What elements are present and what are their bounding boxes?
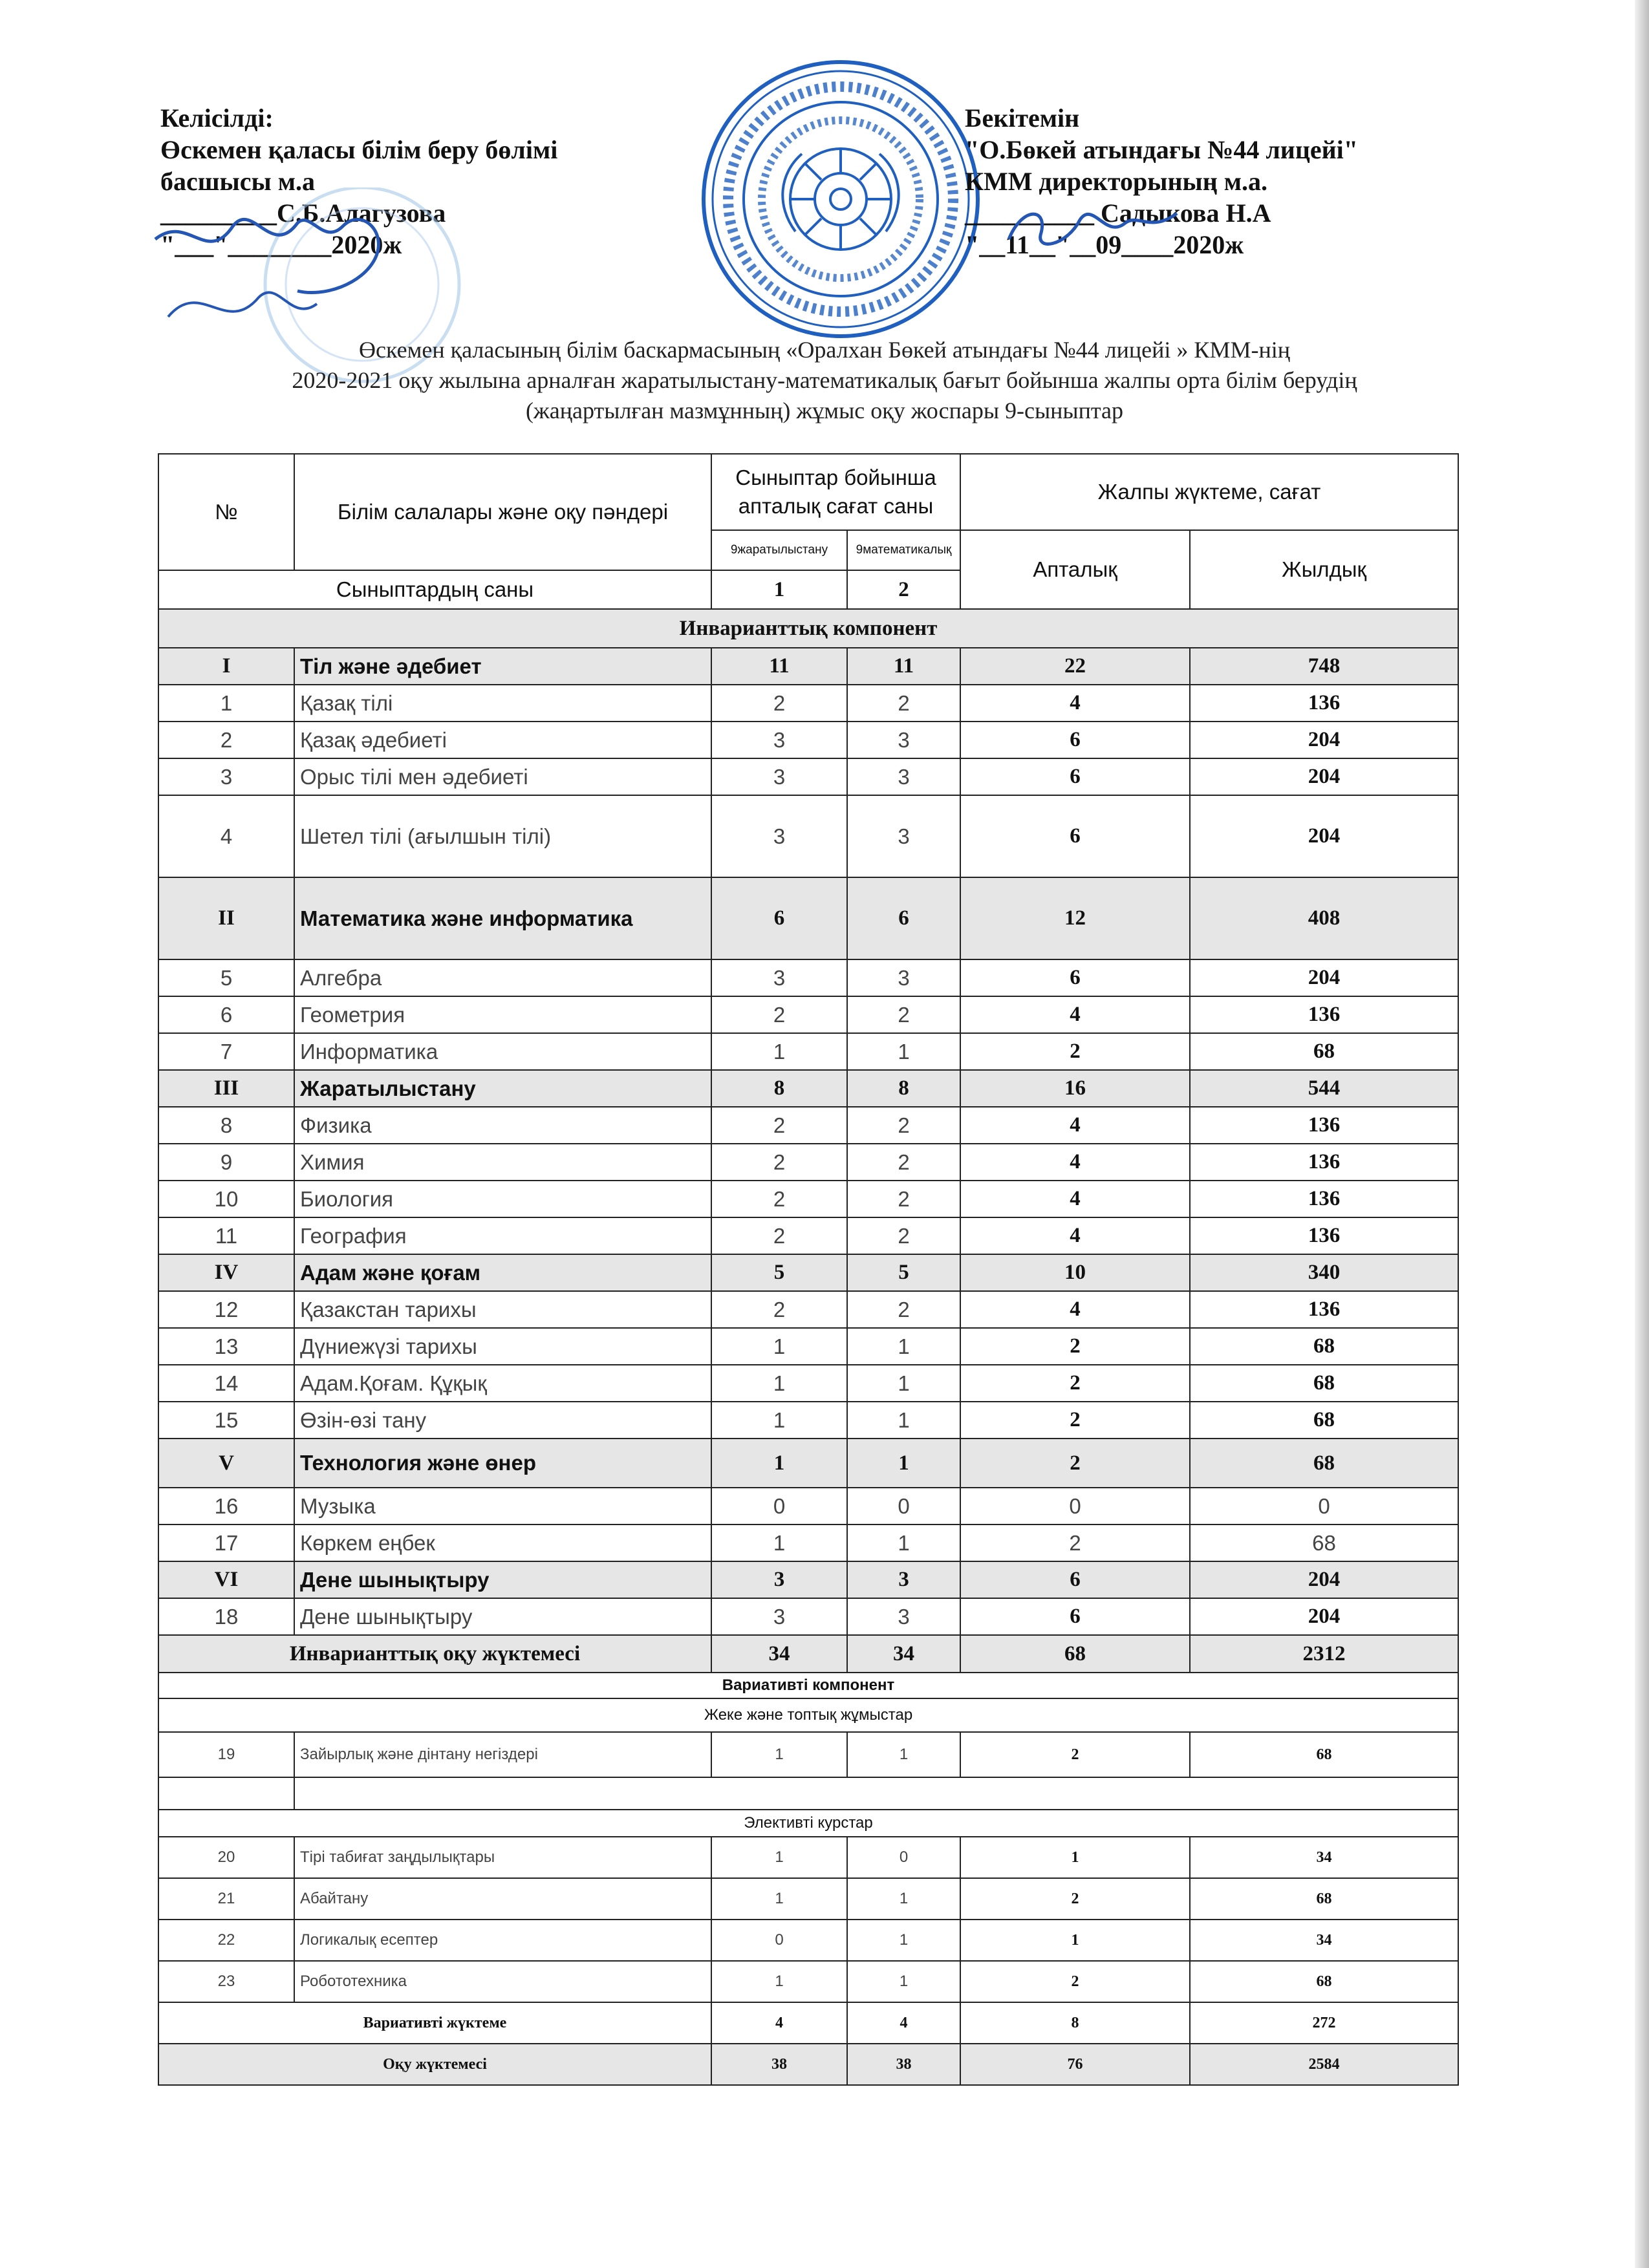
- group-row: [158, 1439, 1458, 1488]
- hours-yearly: 68: [1190, 1402, 1458, 1439]
- row-number: 1: [158, 685, 294, 722]
- invariant-total-w: 68: [960, 1635, 1190, 1673]
- hours-weekly: 22: [960, 648, 1190, 685]
- subject-name: Математика және информатика: [294, 877, 711, 959]
- class-count-1: 1: [711, 570, 847, 609]
- hours-class1: 1: [711, 1402, 847, 1439]
- right-signature: [996, 194, 1203, 265]
- hours-class2: 1: [847, 1033, 960, 1070]
- row-number: 2: [158, 722, 294, 758]
- hours-weekly: 2: [960, 1402, 1190, 1439]
- seal-ring-3: [744, 102, 938, 296]
- row-number: 23: [158, 1961, 294, 2002]
- row-number: 16: [158, 1488, 294, 1524]
- subject-name: Геометрия: [294, 996, 711, 1033]
- hours-class2: 2: [847, 1181, 960, 1217]
- col-subjects-header: Білім салалары және оқу пәндері: [294, 454, 711, 570]
- subject-row: [158, 1402, 1458, 1439]
- hours-class1: 2: [711, 996, 847, 1033]
- group-row: [158, 1070, 1458, 1107]
- hours-class1: 3: [711, 795, 847, 877]
- hours-class1: 3: [711, 1598, 847, 1635]
- subject-name: Қазақ тілі: [294, 685, 711, 722]
- row-number: 15: [158, 1402, 294, 1439]
- row-number: 12: [158, 1291, 294, 1328]
- subject-row: [158, 1144, 1458, 1181]
- hours-class1: 1: [711, 1033, 847, 1070]
- hours-weekly: 2: [960, 1328, 1190, 1365]
- hours-class2: 1: [847, 1878, 960, 1920]
- hours-weekly: 4: [960, 685, 1190, 722]
- yearly-header: Жылдық: [1190, 530, 1458, 609]
- hours-class2: 1: [847, 1328, 960, 1365]
- subject-name: Дене шынықтыру: [294, 1561, 711, 1598]
- hours-class2: 1: [847, 1732, 960, 1777]
- hours-yearly: 408: [1190, 877, 1458, 959]
- hours-class1: 3: [711, 758, 847, 795]
- variative-total-y: 272: [1190, 2002, 1458, 2044]
- subject-row: [158, 758, 1458, 795]
- hours-class2: 0: [847, 1837, 960, 1878]
- row-number: 18: [158, 1598, 294, 1635]
- document-title: [129, 335, 1520, 426]
- hours-weekly: 6: [960, 795, 1190, 877]
- subject-row: [158, 1488, 1458, 1524]
- hours-class2: 0: [847, 1488, 960, 1524]
- subject-row: [158, 1181, 1458, 1217]
- agreed-label: Келісілді:: [160, 103, 274, 133]
- subject-name: Абайтану: [294, 1878, 711, 1920]
- signature-stroke: [1009, 213, 1177, 244]
- hours-class2: 3: [847, 795, 960, 877]
- subject-row: [158, 1328, 1458, 1365]
- hours-class1: 1: [711, 1961, 847, 2002]
- empty-cell: [294, 1777, 1458, 1810]
- variative-subject-row: [158, 1732, 1458, 1777]
- col-weekly-by-class-header: Сыныптар бойынша апталық сағат саны: [711, 454, 960, 530]
- hours-class2: 2: [847, 1107, 960, 1144]
- hours-yearly: 136: [1190, 1144, 1458, 1181]
- hours-class2: 11: [847, 648, 960, 685]
- invariant-total-c2: 34: [847, 1635, 960, 1673]
- hours-yearly: 68: [1190, 1961, 1458, 2002]
- emblem-icon: [782, 149, 898, 250]
- approved-org-line2: КММ директорының м.а.: [965, 167, 1268, 196]
- subject-name: Химия: [294, 1144, 711, 1181]
- hours-weekly: 12: [960, 877, 1190, 959]
- hours-class1: 2: [711, 685, 847, 722]
- subject-name: Биология: [294, 1181, 711, 1217]
- col-total-load-header: Жалпы жүктеме, сағат: [960, 454, 1458, 530]
- hours-weekly: 4: [960, 1217, 1190, 1254]
- subject-name: Дене шынықтыру: [294, 1598, 711, 1635]
- subject-name: Адам және қоғам: [294, 1254, 711, 1291]
- hours-class2: 1: [847, 1439, 960, 1488]
- invariant-total-c1: 34: [711, 1635, 847, 1673]
- hours-weekly: 4: [960, 1291, 1190, 1328]
- subject-name: Шетел тілі (ағылшын тілі): [294, 795, 711, 877]
- hours-yearly: 34: [1190, 1837, 1458, 1878]
- seal-ring-2: [713, 71, 969, 327]
- approved-signer: __________ Садыкова Н.А: [965, 198, 1271, 228]
- hours-weekly: 4: [960, 1144, 1190, 1181]
- row-number: III: [158, 1070, 294, 1107]
- elective-title-row: [158, 1810, 1458, 1837]
- class-count-2: 2: [847, 570, 960, 609]
- hours-class1: 2: [711, 1291, 847, 1328]
- agreed-org-line1: Өскемен қаласы білім беру бөлімі: [160, 135, 558, 164]
- hours-weekly: 6: [960, 758, 1190, 795]
- hours-weekly: 6: [960, 959, 1190, 996]
- hours-class1: 2: [711, 1144, 847, 1181]
- grand-total-c1: 38: [711, 2044, 847, 2085]
- subject-row: [158, 1033, 1458, 1070]
- hours-class2: 3: [847, 1598, 960, 1635]
- hours-class1: 8: [711, 1070, 847, 1107]
- variative-total-c1: 4: [711, 2002, 847, 2044]
- hours-class1: 2: [711, 1181, 847, 1217]
- row-number: 14: [158, 1365, 294, 1402]
- hours-weekly: 6: [960, 1598, 1190, 1635]
- hours-weekly: 0: [960, 1488, 1190, 1524]
- hours-weekly: 2: [960, 1365, 1190, 1402]
- elective-subject-row: [158, 1837, 1458, 1878]
- hours-yearly: 136: [1190, 1181, 1458, 1217]
- hours-class1: 1: [711, 1837, 847, 1878]
- subject-row: [158, 1107, 1458, 1144]
- hours-class2: 5: [847, 1254, 960, 1291]
- subject-name: Дүниежүзі тарихы: [294, 1328, 711, 1365]
- hours-yearly: 204: [1190, 722, 1458, 758]
- class2-header: 9математикалық: [847, 530, 960, 570]
- hours-class2: 3: [847, 1561, 960, 1598]
- hours-yearly: 136: [1190, 1291, 1458, 1328]
- subject-name: Тірі табиғат заңдылықтары: [294, 1837, 711, 1878]
- hours-yearly: 340: [1190, 1254, 1458, 1291]
- hours-class1: 2: [711, 1217, 847, 1254]
- hours-yearly: 204: [1190, 1598, 1458, 1635]
- header-row: [158, 454, 1458, 530]
- subject-row: [158, 1217, 1458, 1254]
- hours-weekly: 2: [960, 1033, 1190, 1070]
- invariant-total-y: 2312: [1190, 1635, 1458, 1673]
- hours-class2: 1: [847, 1402, 960, 1439]
- title-line1: Өскемен қаласының білім баскармасының «Оралхан Бөкей атындағы №44 лицейі » КММ-нің: [359, 337, 1290, 363]
- row-number: 6: [158, 996, 294, 1033]
- hours-class1: 1: [711, 1878, 847, 1920]
- hours-yearly: 136: [1190, 1217, 1458, 1254]
- row-number: 5: [158, 959, 294, 996]
- group-row: [158, 648, 1458, 685]
- class-count-label: Сыныптардың саны: [158, 570, 711, 609]
- row-number: 21: [158, 1878, 294, 1920]
- hours-class2: 3: [847, 758, 960, 795]
- row-number: 3: [158, 758, 294, 795]
- signature-stroke: [155, 219, 378, 292]
- hours-class2: 2: [847, 685, 960, 722]
- hours-yearly: 68: [1190, 1033, 1458, 1070]
- hours-yearly: 68: [1190, 1365, 1458, 1402]
- hours-yearly: 68: [1190, 1439, 1458, 1488]
- hours-class1: 1: [711, 1439, 847, 1488]
- hours-yearly: 204: [1190, 1561, 1458, 1598]
- hours-yearly: 68: [1190, 1524, 1458, 1561]
- subject-name: Информатика: [294, 1033, 711, 1070]
- subject-name: Алгебра: [294, 959, 711, 996]
- signature-stroke-2: [168, 292, 317, 317]
- subject-row: [158, 959, 1458, 996]
- hours-yearly: 204: [1190, 795, 1458, 877]
- title-line3: (жаңартылған мазмұнның) жұмыс оқу жоспары 9-сыныптар: [525, 398, 1124, 423]
- hours-class1: 2: [711, 1107, 847, 1144]
- hours-class2: 1: [847, 1920, 960, 1961]
- hours-yearly: 204: [1190, 959, 1458, 996]
- subject-name: Логикалық есептер: [294, 1920, 711, 1961]
- subject-row: [158, 795, 1458, 877]
- row-number: I: [158, 648, 294, 685]
- spacer-row: [158, 1777, 1458, 1810]
- row-number: VI: [158, 1561, 294, 1598]
- hours-yearly: 68: [1190, 1732, 1458, 1777]
- invariant-total-row: [158, 1635, 1458, 1673]
- subject-name: География: [294, 1217, 711, 1254]
- agreed-date: "___"________2020ж: [160, 230, 402, 259]
- hours-yearly: 136: [1190, 1107, 1458, 1144]
- hours-class2: 2: [847, 1144, 960, 1181]
- row-number: 4: [158, 795, 294, 877]
- hours-weekly: 2: [960, 1961, 1190, 2002]
- approved-date: "__11__"__09____2020ж: [965, 230, 1244, 259]
- hours-yearly: 68: [1190, 1878, 1458, 1920]
- hours-class1: 1: [711, 1732, 847, 1777]
- approved-org-line1: "О.Бөкей атындағы №44 лицейі": [965, 135, 1358, 164]
- empty-cell: [158, 1777, 294, 1810]
- approved-label: Бекітемін: [965, 103, 1080, 133]
- hours-weekly: 1: [960, 1920, 1190, 1961]
- title-line2: 2020-2021 оқу жылына арналған жаратылыстану-математикалық бағыт бойынша жалпы орта білім берудің: [292, 367, 1357, 393]
- subject-row: [158, 1598, 1458, 1635]
- invariant-total-label: Инварианттық оқу жүктемесі: [158, 1635, 711, 1673]
- variative-title: Вариативті компонент: [158, 1673, 1458, 1698]
- variative-total-row: [158, 2002, 1458, 2044]
- hours-class2: 1: [847, 1365, 960, 1402]
- subject-name: Тіл және әдебиет: [294, 648, 711, 685]
- subject-name: Технология және өнер: [294, 1439, 711, 1488]
- group-row: [158, 1254, 1458, 1291]
- row-number: V: [158, 1439, 294, 1488]
- row-number: 8: [158, 1107, 294, 1144]
- agreed-org-line2: басшысы м.а: [160, 167, 315, 196]
- hours-class2: 1: [847, 1961, 960, 2002]
- hours-class2: 3: [847, 959, 960, 996]
- subject-name: Өзін-өзі тану: [294, 1402, 711, 1439]
- hours-class1: 1: [711, 1524, 847, 1561]
- hours-class1: 3: [711, 722, 847, 758]
- elective-subject-row: [158, 1961, 1458, 2002]
- seal-inner-lettering-band: [762, 120, 920, 278]
- col-num-header: №: [158, 454, 294, 570]
- weekly-header: Апталық: [960, 530, 1190, 609]
- group-row: [158, 877, 1458, 959]
- hours-yearly: 544: [1190, 1070, 1458, 1107]
- hours-class2: 2: [847, 1217, 960, 1254]
- row-number: 13: [158, 1328, 294, 1365]
- subject-name: Қазакстан тарихы: [294, 1291, 711, 1328]
- invariant-title: Инварианттық компонент: [158, 609, 1458, 648]
- hours-class2: 8: [847, 1070, 960, 1107]
- hours-weekly: 2: [960, 1878, 1190, 1920]
- hours-yearly: 136: [1190, 685, 1458, 722]
- row-number: 10: [158, 1181, 294, 1217]
- hours-yearly: 34: [1190, 1920, 1458, 1961]
- grand-total-w: 76: [960, 2044, 1190, 2085]
- variative-title-row: [158, 1673, 1458, 1698]
- grand-total-c2: 38: [847, 2044, 960, 2085]
- subject-name: Физика: [294, 1107, 711, 1144]
- hours-weekly: 6: [960, 722, 1190, 758]
- subject-row: [158, 685, 1458, 722]
- hours-class1: 6: [711, 877, 847, 959]
- row-number: 19: [158, 1732, 294, 1777]
- hours-class2: 2: [847, 1291, 960, 1328]
- hours-class1: 1: [711, 1365, 847, 1402]
- hours-yearly: 0: [1190, 1488, 1458, 1524]
- hours-weekly: 1: [960, 1837, 1190, 1878]
- elective-subject-row: [158, 1920, 1458, 1961]
- individual-title-row: [158, 1698, 1458, 1732]
- hours-yearly: 136: [1190, 996, 1458, 1033]
- hours-weekly: 10: [960, 1254, 1190, 1291]
- subject-row: [158, 1291, 1458, 1328]
- subject-name: Көркем еңбек: [294, 1524, 711, 1561]
- row-number: 22: [158, 1920, 294, 1961]
- hours-class1: 5: [711, 1254, 847, 1291]
- row-number: 20: [158, 1837, 294, 1878]
- subject-row: [158, 996, 1458, 1033]
- hours-class1: 0: [711, 1488, 847, 1524]
- hours-class1: 3: [711, 959, 847, 996]
- grand-total-row: [158, 2044, 1458, 2085]
- subject-name: Адам.Қоғам. Құқық: [294, 1365, 711, 1402]
- grand-total-y: 2584: [1190, 2044, 1458, 2085]
- individual-title: Жеке және топтық жұмыстар: [158, 1698, 1458, 1732]
- hours-yearly: 68: [1190, 1328, 1458, 1365]
- agreed-signer: _________С.Б.Алагузова: [160, 198, 446, 228]
- class1-header: 9жаратылыстану: [711, 530, 847, 570]
- hours-weekly: 2: [960, 1439, 1190, 1488]
- hours-class2: 3: [847, 722, 960, 758]
- subject-name: Зайырлық және дінтану негіздері: [294, 1732, 711, 1777]
- subject-name: Қазақ әдебиеті: [294, 722, 711, 758]
- hours-class1: 11: [711, 648, 847, 685]
- variative-total-w: 8: [960, 2002, 1190, 2044]
- subject-name: Жаратылыстану: [294, 1070, 711, 1107]
- subject-row: [158, 1524, 1458, 1561]
- hours-weekly: 4: [960, 1181, 1190, 1217]
- curriculum-table: [158, 453, 1459, 2086]
- hours-weekly: 2: [960, 1732, 1190, 1777]
- hours-yearly: 204: [1190, 758, 1458, 795]
- row-number: 7: [158, 1033, 294, 1070]
- grand-total-label: Оқу жүктемесі: [158, 2044, 711, 2085]
- row-number: 11: [158, 1217, 294, 1254]
- hours-class2: 1: [847, 1524, 960, 1561]
- group-row: [158, 1561, 1458, 1598]
- hours-weekly: 4: [960, 996, 1190, 1033]
- row-number: 17: [158, 1524, 294, 1561]
- elective-title: Элективті курстар: [158, 1810, 1458, 1837]
- variative-total-c2: 4: [847, 2002, 960, 2044]
- hours-class1: 3: [711, 1561, 847, 1598]
- hours-weekly: 4: [960, 1107, 1190, 1144]
- elective-subject-row: [158, 1878, 1458, 1920]
- hours-yearly: 748: [1190, 648, 1458, 685]
- row-number: IV: [158, 1254, 294, 1291]
- hours-class2: 6: [847, 877, 960, 959]
- hours-class1: 0: [711, 1920, 847, 1961]
- row-number: II: [158, 877, 294, 959]
- scan-edge: [1635, 0, 1649, 2268]
- hours-class1: 1: [711, 1328, 847, 1365]
- subject-name: Орыс тілі мен әдебиеті: [294, 758, 711, 795]
- subject-row: [158, 1365, 1458, 1402]
- invariant-title-row: [158, 609, 1458, 648]
- hours-weekly: 16: [960, 1070, 1190, 1107]
- hours-weekly: 2: [960, 1524, 1190, 1561]
- official-seal: [698, 57, 983, 341]
- hours-class2: 2: [847, 996, 960, 1033]
- subject-name: Робототехника: [294, 1961, 711, 2002]
- variative-total-label: Вариативті жүктеме: [158, 2002, 711, 2044]
- hours-weekly: 6: [960, 1561, 1190, 1598]
- row-number: 9: [158, 1144, 294, 1181]
- subject-name: Музыка: [294, 1488, 711, 1524]
- subject-row: [158, 722, 1458, 758]
